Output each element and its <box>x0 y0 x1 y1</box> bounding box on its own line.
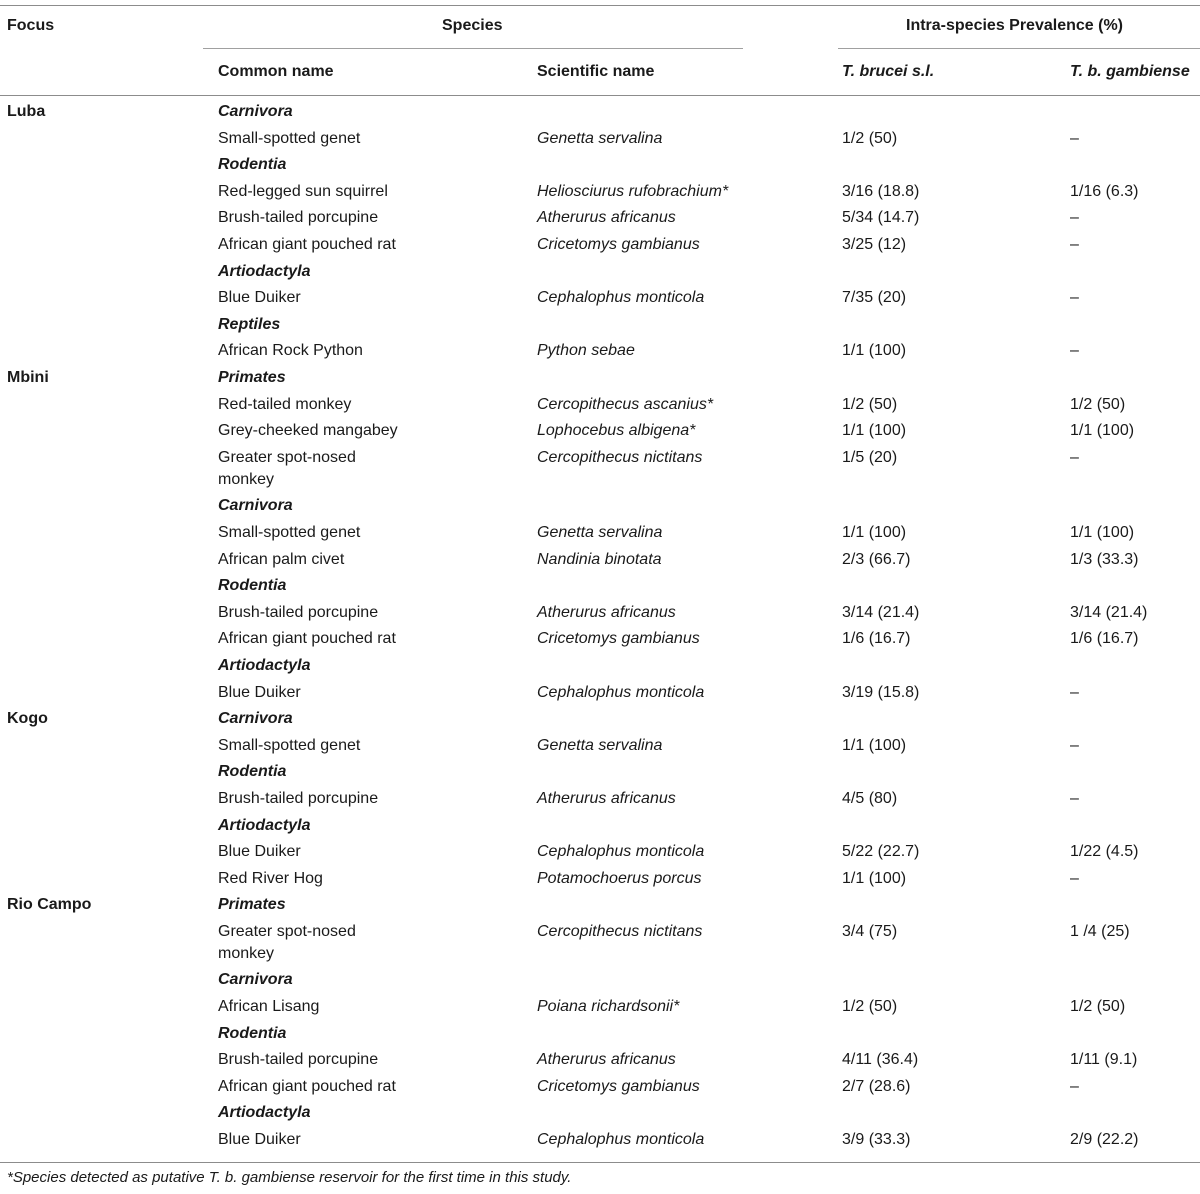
common-name-cell: Blue Duiker <box>218 843 301 861</box>
common-name-cell: Small-spotted genet <box>218 736 361 754</box>
common-name-cell: African palm civet <box>218 550 345 568</box>
tbrucei-prevalence-cell: 1/1 (100) <box>842 736 907 754</box>
tbgambiense-prevalence-cell: – <box>1070 342 1079 360</box>
common-name-cell: Grey-cheeked mangabey <box>218 422 398 440</box>
common-name-cell: Small-spotted genet <box>218 129 361 147</box>
tbgambiense-prevalence-cell: 1/11 (9.1) <box>1070 1051 1138 1069</box>
order-group-label: Carnivora <box>218 710 293 728</box>
order-group-label: Artiodactyla <box>218 656 311 674</box>
tbgambiense-prevalence-cell: 1/1 (100) <box>1070 523 1135 541</box>
tbrucei-prevalence-cell: 7/35 (20) <box>842 289 907 307</box>
tbrucei-prevalence-cell: 3/4 (75) <box>842 922 898 940</box>
scientific-name-cell: Genetta servalina <box>537 736 663 754</box>
tbgambiense-prevalence-cell: – <box>1070 236 1079 253</box>
order-group-label: Rodentia <box>218 1024 287 1042</box>
tbgambiense-prevalence-cell: 2/9 (22.2) <box>1070 1131 1139 1148</box>
tbrucei-prevalence-cell: 1/2 (50) <box>842 129 898 147</box>
common-name-cell: Blue Duiker <box>218 683 301 701</box>
tbrucei-prevalence-cell: 5/34 (14.7) <box>842 209 920 227</box>
scientific-name-cell: Cricetomys gambianus <box>537 236 700 253</box>
tbgambiense-header: T. b. gambiense <box>1070 63 1190 80</box>
common-name-cell: Brush-tailed porcupine <box>218 209 379 227</box>
tbgambiense-prevalence-cell: 1/16 (6.3) <box>1070 182 1139 200</box>
common-name-cell: Red-tailed monkey <box>218 395 352 413</box>
tbrucei-prevalence-cell: 3/14 (21.4) <box>842 603 920 621</box>
footnote: *Species detected as putative T. b. gambiense reservoir for the first time in this study. <box>7 1169 572 1186</box>
common-name-cell: African Lisang <box>218 998 320 1015</box>
species-header: Species <box>442 17 503 34</box>
order-group-label: Carnivora <box>218 497 293 515</box>
tbrucei-prevalence-cell: 3/25 (12) <box>842 236 907 253</box>
tbrucei-prevalence-cell: 1/2 (50) <box>842 998 898 1015</box>
order-group-label: Carnivora <box>218 971 293 989</box>
focus-label: Luba <box>7 103 46 120</box>
tbrucei-prevalence-cell: 1/5 (20) <box>842 448 898 466</box>
scientific-name-cell: Cephalophus monticola <box>537 289 705 307</box>
tbgambiense-prevalence-cell: – <box>1070 448 1079 466</box>
top-rule <box>0 5 1200 6</box>
order-group-label: Artiodactyla <box>218 816 311 834</box>
order-group-label: Rodentia <box>218 156 287 174</box>
tbgambiense-prevalence-cell: – <box>1070 869 1079 887</box>
common-name-cell: Greater spot-nosed monkey <box>218 448 356 488</box>
scientific-name-header: Scientific name <box>537 63 655 80</box>
scientific-name-cell: Cercopithecus nictitans <box>537 448 703 466</box>
scientific-name-cell: Atherurus africanus <box>537 209 676 227</box>
species-header-rule <box>203 48 743 49</box>
tbgambiense-prevalence-cell: – <box>1070 289 1079 307</box>
tbgambiense-prevalence-cell: 1 /4 (25) <box>1070 922 1130 940</box>
tbgambiense-prevalence-cell: – <box>1070 736 1079 754</box>
scientific-name-cell: Cephalophus monticola <box>537 683 705 701</box>
scientific-name-cell: Cercopithecus nictitans <box>537 922 703 940</box>
focus-header: Focus <box>7 17 55 34</box>
tbrucei-prevalence-cell: 4/5 (80) <box>842 789 898 807</box>
common-name-cell: Brush-tailed porcupine <box>218 603 379 621</box>
scientific-name-cell: Cricetomys gambianus <box>537 630 700 648</box>
scientific-name-cell: Genetta servalina <box>537 523 663 541</box>
tbrucei-prevalence-cell: 1/1 (100) <box>842 523 907 541</box>
common-name-header: Common name <box>218 63 334 80</box>
scientific-name-cell: Cercopithecus ascanius* <box>537 395 714 413</box>
tbrucei-prevalence-cell: 3/9 (33.3) <box>842 1131 911 1148</box>
header-bottom-rule <box>0 95 1200 96</box>
common-name-cell: Small-spotted genet <box>218 523 361 541</box>
scientific-name-cell: Python sebae <box>537 342 635 360</box>
order-group-label: Artiodactyla <box>218 1104 311 1122</box>
order-group-label: Rodentia <box>218 763 287 781</box>
scientific-name-cell: Atherurus africanus <box>537 603 676 621</box>
scientific-name-cell: Poiana richardsonii* <box>537 998 680 1015</box>
tbgambiense-prevalence-cell: 3/14 (21.4) <box>1070 603 1148 621</box>
tbrucei-prevalence-cell: 1/2 (50) <box>842 395 898 413</box>
focus-label: Mbini <box>7 369 49 386</box>
scientific-name-cell: Cricetomys gambianus <box>537 1077 700 1095</box>
scientific-name-cell: Cephalophus monticola <box>537 1131 705 1148</box>
common-name-cell: Brush-tailed porcupine <box>218 1051 379 1069</box>
common-name-cell: Red River Hog <box>218 869 323 887</box>
common-name-cell: Brush-tailed porcupine <box>218 789 379 807</box>
focus-label: Kogo <box>7 710 48 728</box>
common-name-cell: Greater spot-nosed monkey <box>218 922 356 962</box>
tbgambiense-prevalence-cell: 1/3 (33.3) <box>1070 550 1139 568</box>
tbrucei-prevalence-cell: 1/6 (16.7) <box>842 630 911 648</box>
tbgambiense-prevalence-cell: 1/2 (50) <box>1070 395 1126 413</box>
order-group-label: Reptiles <box>218 315 281 333</box>
tbgambiense-prevalence-cell: 1/22 (4.5) <box>1070 843 1139 861</box>
prevalence-header-rule <box>838 48 1200 49</box>
tbrucei-prevalence-cell: 3/16 (18.8) <box>842 182 920 200</box>
scientific-name-cell: Lophocebus albigena* <box>537 422 696 440</box>
order-group-label: Rodentia <box>218 577 287 595</box>
table-bottom-rule <box>0 1162 1200 1163</box>
scientific-name-cell: Potamochoerus porcus <box>537 869 702 887</box>
scientific-name-cell: Nandinia binotata <box>537 550 662 568</box>
tbrucei-prevalence-cell: 3/19 (15.8) <box>842 683 920 701</box>
tbrucei-prevalence-cell: 1/1 (100) <box>842 422 907 440</box>
scientific-name-cell: Atherurus africanus <box>537 1051 676 1069</box>
tbgambiense-prevalence-cell: – <box>1070 683 1079 701</box>
tbgambiense-prevalence-cell: – <box>1070 129 1079 147</box>
order-group-label: Primates <box>218 369 286 386</box>
common-name-cell: African Rock Python <box>218 342 363 360</box>
tbrucei-prevalence-cell: 1/1 (100) <box>842 869 907 887</box>
scientific-name-cell: Heliosciurus rufobrachium* <box>537 182 729 200</box>
focus-label: Rio Campo <box>7 896 92 914</box>
common-name-cell: Blue Duiker <box>218 289 301 307</box>
tbrucei-prevalence-cell: 2/7 (28.6) <box>842 1077 911 1095</box>
scientific-name-cell: Atherurus africanus <box>537 789 676 807</box>
scientific-name-cell: Cephalophus monticola <box>537 843 705 861</box>
common-name-cell: Red-legged sun squirrel <box>218 182 388 200</box>
scientific-name-cell: Genetta servalina <box>537 129 663 147</box>
order-group-label: Primates <box>218 896 286 914</box>
tbgambiense-prevalence-cell: – <box>1070 789 1079 807</box>
order-group-label: Carnivora <box>218 103 293 120</box>
tbgambiense-prevalence-cell: 1/2 (50) <box>1070 998 1126 1015</box>
tbgambiense-prevalence-cell: – <box>1070 209 1079 227</box>
tbrucei-prevalence-cell: 4/11 (36.4) <box>842 1051 919 1069</box>
tbrucei-prevalence-cell: 2/3 (66.7) <box>842 550 911 568</box>
prevalence-header: Intra-species Prevalence (%) <box>906 17 1123 34</box>
common-name-cell: African giant pouched rat <box>218 236 396 253</box>
tbrucei-prevalence-cell: 5/22 (22.7) <box>842 843 920 861</box>
common-name-cell: African giant pouched rat <box>218 630 396 648</box>
tbrucei-header: T. brucei s.l. <box>842 63 935 80</box>
tbgambiense-prevalence-cell: 1/1 (100) <box>1070 422 1135 440</box>
order-group-label: Artiodactyla <box>218 262 311 280</box>
tbgambiense-prevalence-cell: – <box>1070 1077 1079 1095</box>
tbgambiense-prevalence-cell: 1/6 (16.7) <box>1070 630 1139 648</box>
common-name-cell: Blue Duiker <box>218 1131 301 1148</box>
tbrucei-prevalence-cell: 1/1 (100) <box>842 342 907 360</box>
common-name-cell: African giant pouched rat <box>218 1077 396 1095</box>
